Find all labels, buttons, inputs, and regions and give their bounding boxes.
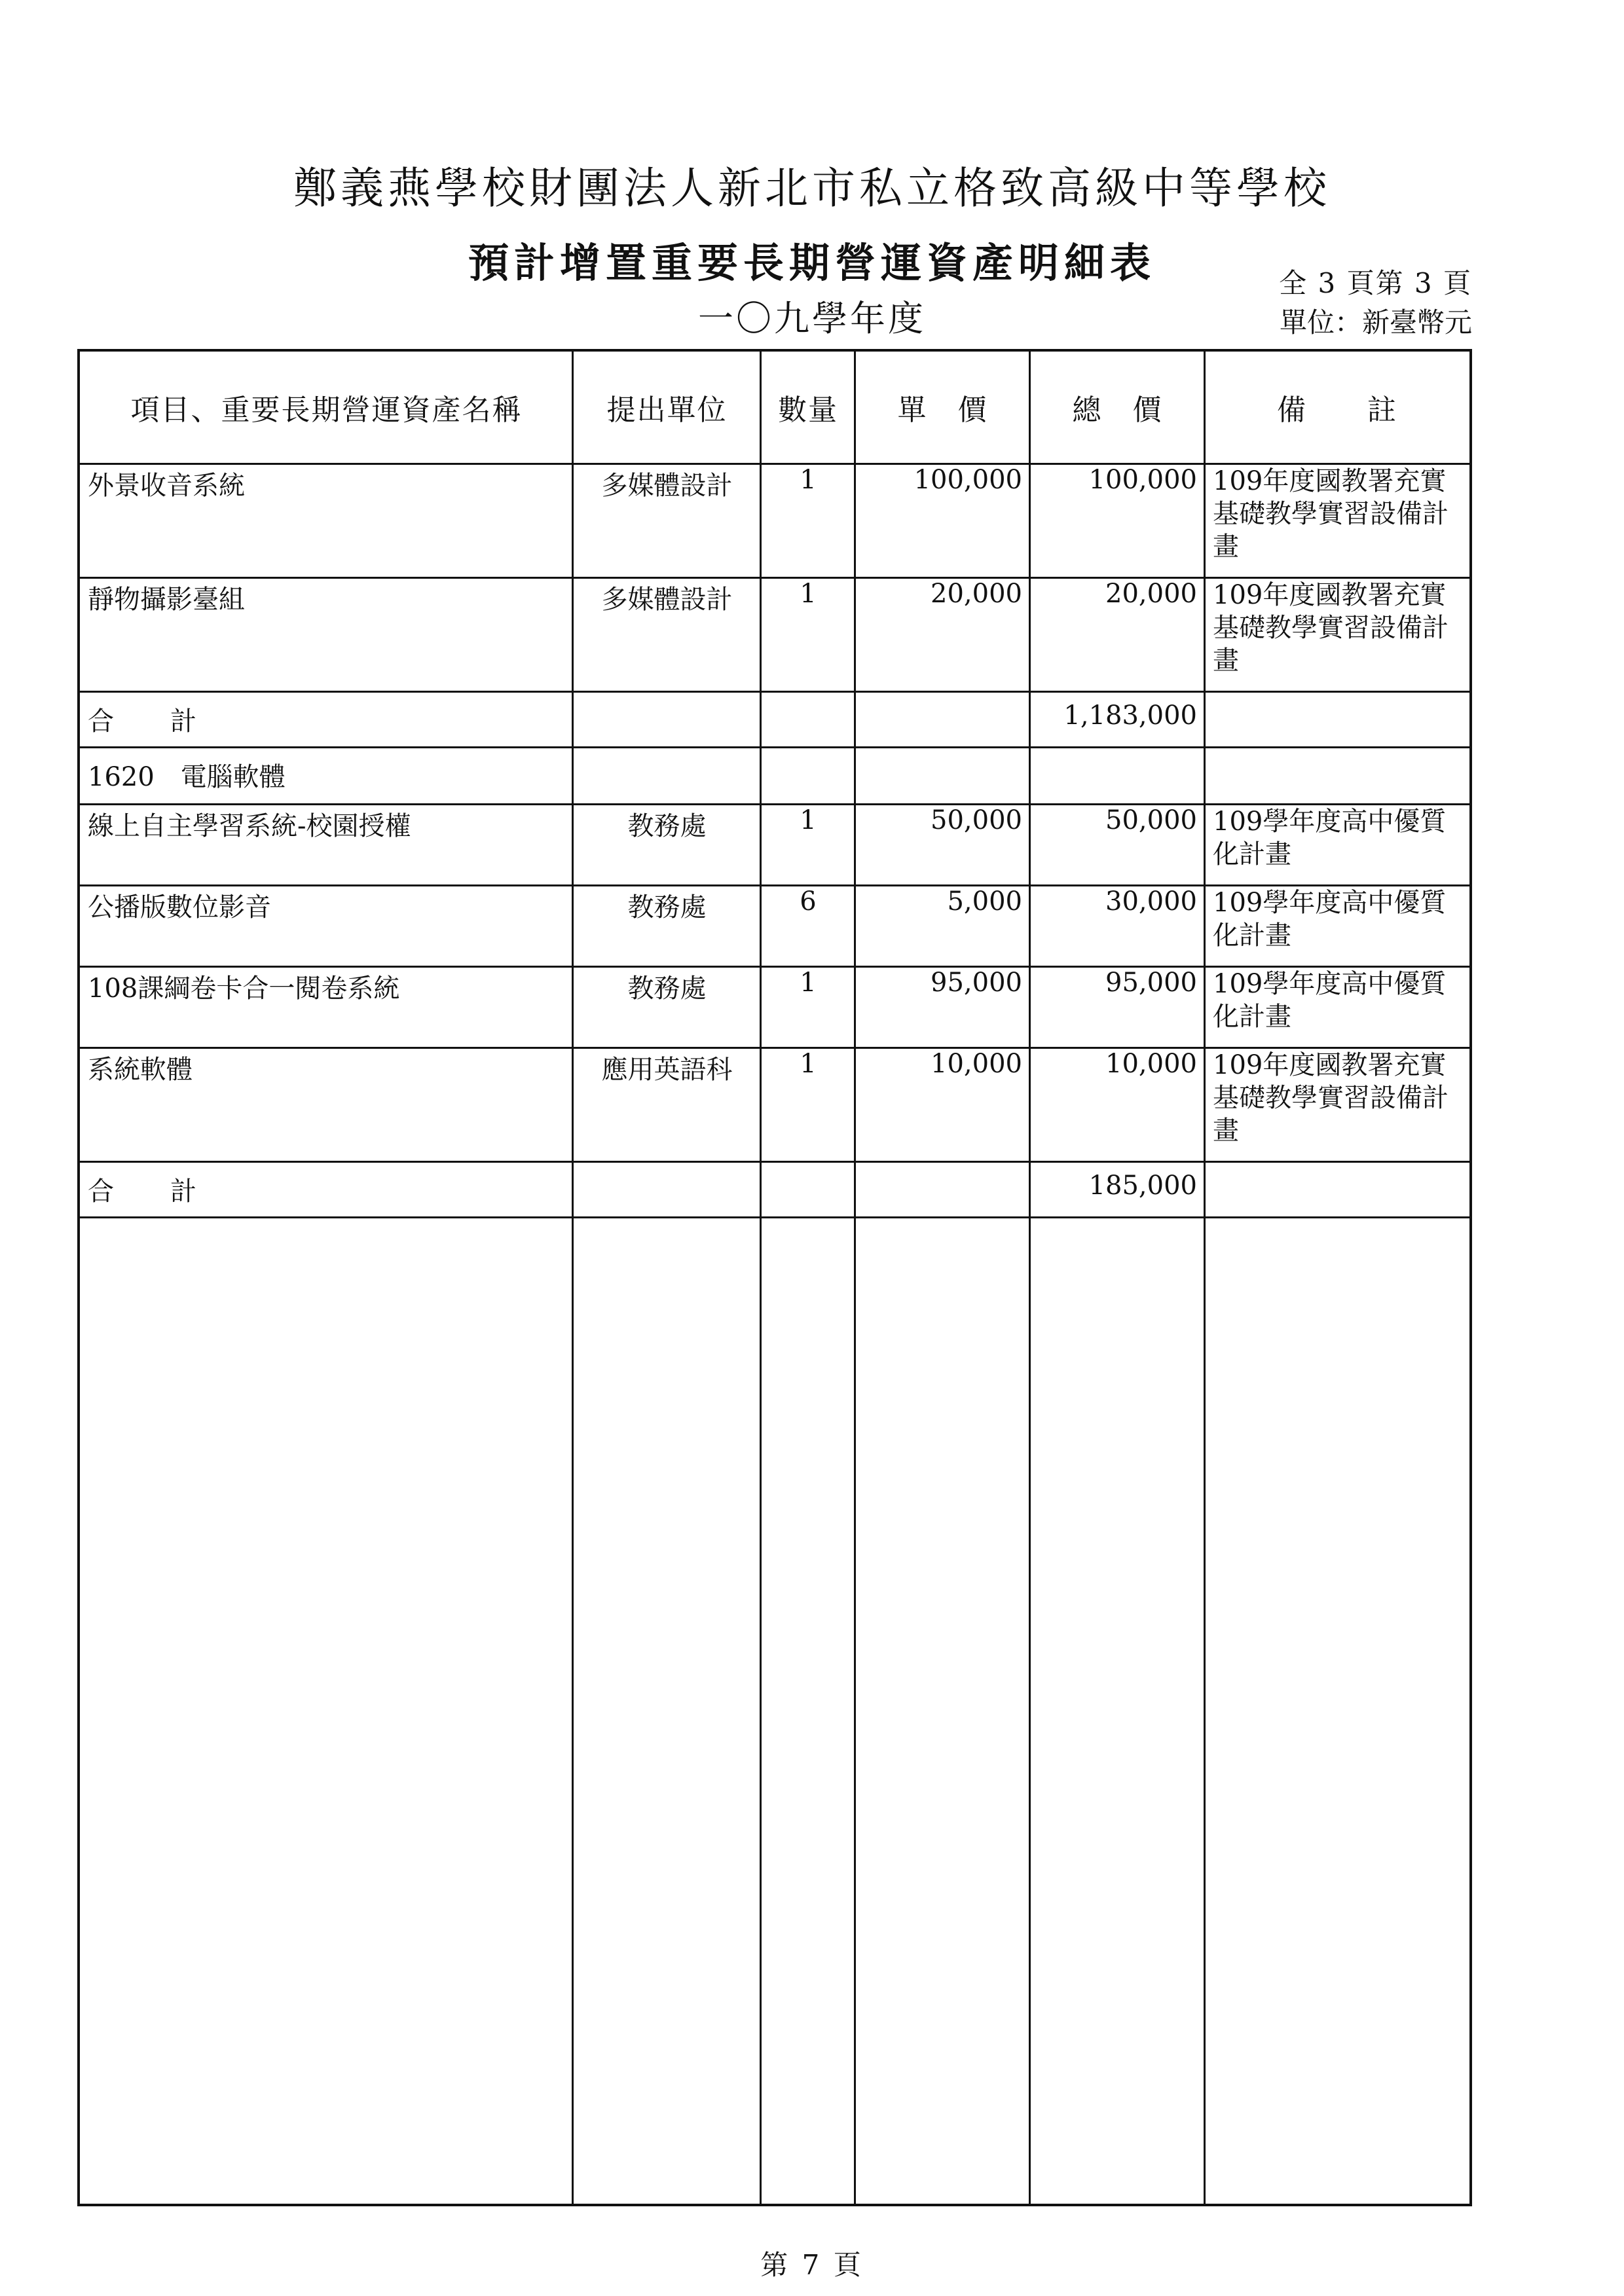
item-unit: 應用英語科 — [573, 1048, 761, 1162]
page-info: 全 3 頁第 3 頁 — [1279, 267, 1472, 299]
item-price: 95,000 — [855, 967, 1030, 1048]
item-price: 100,000 — [855, 464, 1030, 578]
item-name: 系統軟體 — [80, 1048, 573, 1162]
page-number: 第 7 頁 — [760, 2249, 864, 2281]
item-note: 109學年度高中優質化計畫 — [1205, 886, 1469, 967]
category-label: 1620 電腦軟體 — [80, 748, 573, 805]
table-row — [80, 886, 1469, 967]
item-note: 109年度國教署充實基礎教學實習設備計畫 — [1205, 464, 1469, 578]
col-header-price: 單 價 — [855, 352, 1030, 464]
item-name: 靜物攝影臺組 — [80, 578, 573, 692]
item-total: 20,000 — [1030, 578, 1205, 692]
item-price: 10,000 — [855, 1048, 1030, 1162]
col-header-total: 總 價 — [1030, 352, 1205, 464]
item-note: 109年度國教署充實基礎教學實習設備計畫 — [1205, 578, 1469, 692]
col-header-note: 備 註 — [1205, 352, 1469, 464]
header-row — [80, 352, 1469, 464]
table-row — [80, 805, 1469, 886]
asset-table — [77, 349, 1472, 2206]
subtotal-row — [80, 1162, 1469, 1218]
subtotal-total: 185,000 — [1030, 1162, 1205, 1218]
item-qty: 1 — [761, 805, 855, 886]
item-unit: 教務處 — [573, 967, 761, 1048]
item-note: 109學年度高中優質化計畫 — [1205, 805, 1469, 886]
item-name: 108課綱卷卡合一閱卷系統 — [80, 967, 573, 1048]
subtotal-row — [80, 692, 1469, 748]
table-row — [80, 1048, 1469, 1162]
item-qty: 1 — [761, 967, 855, 1048]
item-total: 100,000 — [1030, 464, 1205, 578]
item-total: 30,000 — [1030, 886, 1205, 967]
school-year: 一〇九學年度 — [698, 298, 926, 339]
doc-title: 預計增置重要長期營運資產明細表 — [468, 239, 1156, 287]
table-row — [80, 578, 1469, 692]
subtotal-total: 1,183,000 — [1030, 692, 1205, 748]
item-total: 95,000 — [1030, 967, 1205, 1048]
col-header-qty: 數量 — [761, 352, 855, 464]
item-note: 109年度國教署充實基礎教學實習設備計畫 — [1205, 1048, 1469, 1162]
item-total: 10,000 — [1030, 1048, 1205, 1162]
item-qty: 1 — [761, 1048, 855, 1162]
table-row — [80, 967, 1469, 1048]
currency-unit: 單位：新臺幣元 — [1279, 306, 1472, 338]
table-row — [80, 464, 1469, 578]
item-qty: 6 — [761, 886, 855, 967]
item-note: 109學年度高中優質化計畫 — [1205, 967, 1469, 1048]
item-name: 線上自主學習系統-校園授權 — [80, 805, 573, 886]
item-name: 外景收音系統 — [80, 464, 573, 578]
item-qty: 1 — [761, 578, 855, 692]
item-unit: 教務處 — [573, 886, 761, 967]
col-header-name: 項目、重要長期營運資產名稱 — [80, 352, 573, 464]
item-unit: 多媒體設計 — [573, 464, 761, 578]
subtotal-label: 合 計 — [80, 1162, 573, 1218]
col-header-unit: 提出單位 — [573, 352, 761, 464]
item-qty: 1 — [761, 464, 855, 578]
item-unit: 教務處 — [573, 805, 761, 886]
item-price: 5,000 — [855, 886, 1030, 967]
item-price: 20,000 — [855, 578, 1030, 692]
subtotal-label: 合 計 — [80, 692, 573, 748]
asset-grid — [80, 352, 1469, 1218]
item-total: 50,000 — [1030, 805, 1205, 886]
item-unit: 多媒體設計 — [573, 578, 761, 692]
category-row — [80, 748, 1469, 805]
org-title: 鄭義燕學校財團法人新北市私立格致高級中等學校 — [293, 163, 1331, 213]
item-price: 50,000 — [855, 805, 1030, 886]
item-name: 公播版數位影音 — [80, 886, 573, 967]
